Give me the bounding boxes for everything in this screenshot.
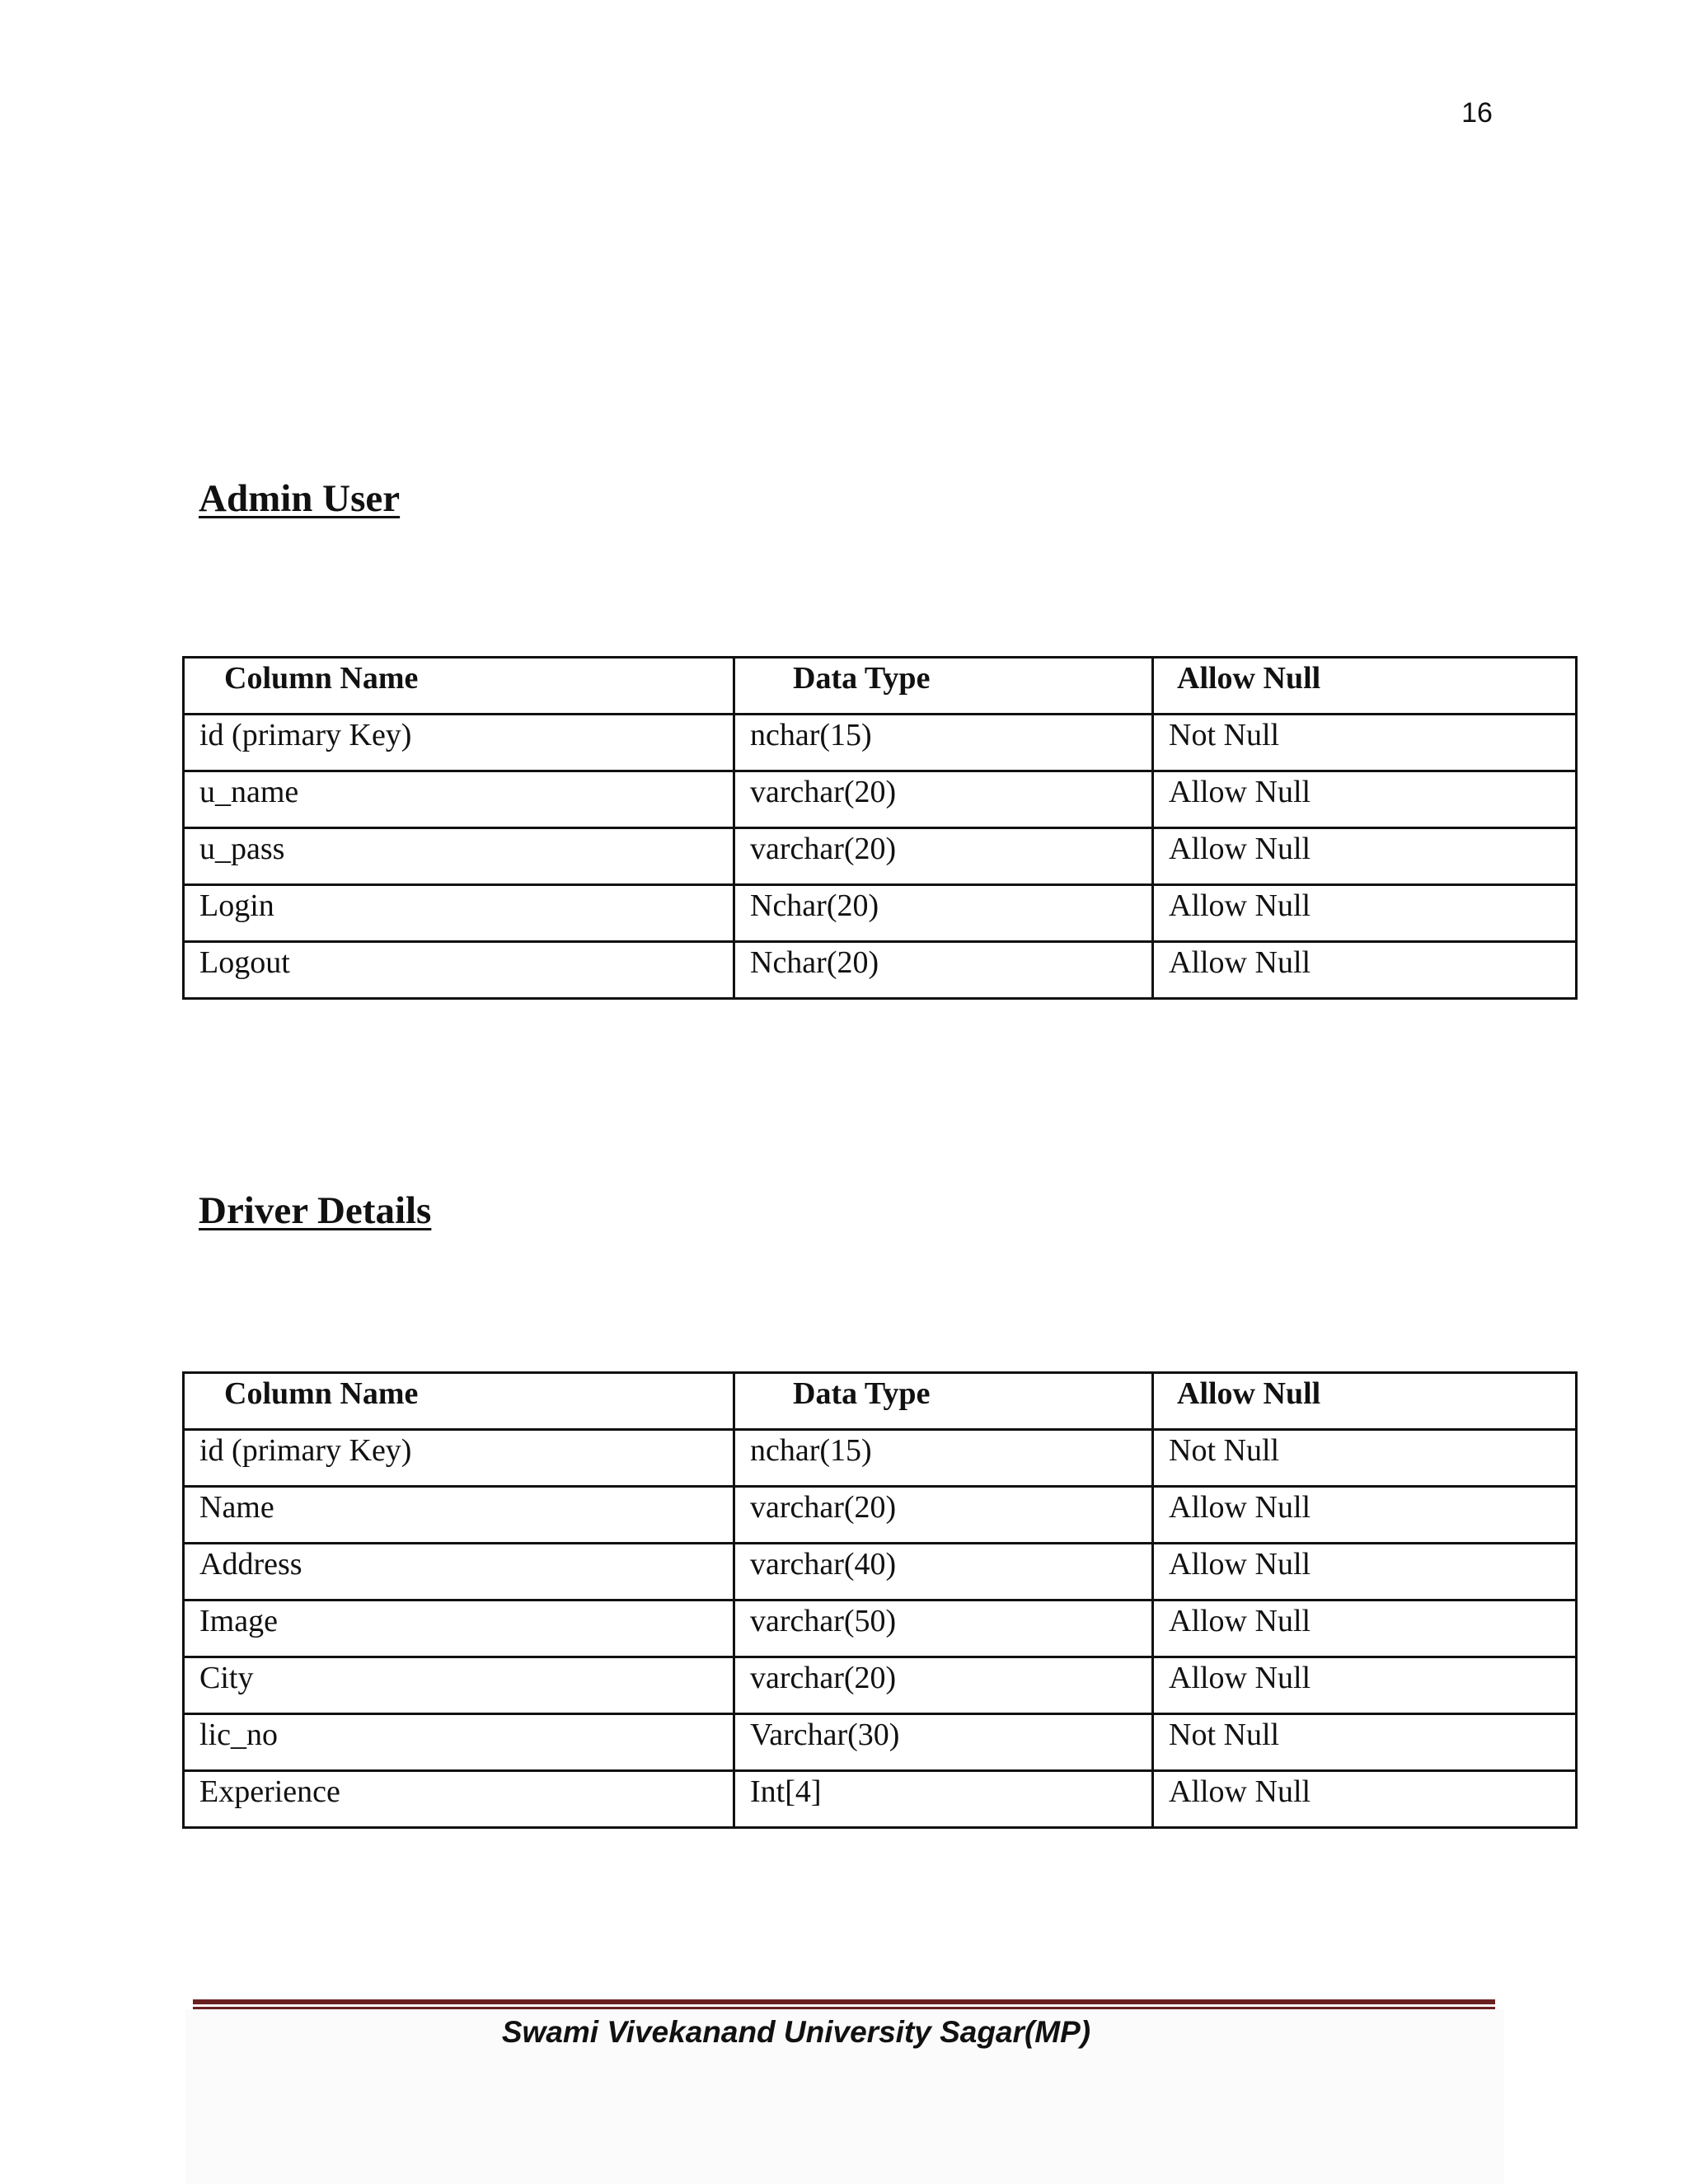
cell-allow-null: Not Null (1153, 1430, 1577, 1487)
cell-data-type: varchar(50) (734, 1601, 1153, 1657)
table-header-row (184, 1373, 1577, 1430)
cell-data-type: nchar(15) (734, 715, 1153, 771)
cell-data-type: varchar(20) (734, 1657, 1153, 1714)
table-row (184, 1714, 1577, 1771)
cell-column-name: Login (184, 885, 734, 942)
table-row (184, 885, 1577, 942)
cell-data-type: nchar(15) (734, 1430, 1153, 1487)
cell-allow-null: Allow Null (1153, 1544, 1577, 1601)
cell-data-type: varchar(20) (734, 828, 1153, 885)
cell-column-name: id (primary Key) (184, 1430, 734, 1487)
cell-allow-null: Not Null (1153, 1714, 1577, 1771)
cell-allow-null: Not Null (1153, 715, 1577, 771)
table-row (184, 1657, 1577, 1714)
driver-details-heading: Driver Details (199, 1189, 432, 1232)
cell-allow-null: Allow Null (1153, 885, 1577, 942)
cell-allow-null: Allow Null (1153, 1487, 1577, 1544)
table-row (184, 828, 1577, 885)
table-row (184, 942, 1577, 999)
cell-allow-null: Allow Null (1153, 1771, 1577, 1828)
cell-column-name: id (primary Key) (184, 715, 734, 771)
footer-rule (193, 1999, 1495, 2009)
cell-data-type: Nchar(20) (734, 942, 1153, 999)
column-header-null: Allow Null (1153, 1373, 1577, 1430)
cell-column-name: u_name (184, 771, 734, 828)
cell-allow-null: Allow Null (1153, 828, 1577, 885)
column-header-name: Column Name (184, 658, 734, 715)
cell-allow-null: Allow Null (1153, 1657, 1577, 1714)
table-header-row (184, 658, 1577, 715)
table-row (184, 1771, 1577, 1828)
driver-details-table (182, 1371, 1578, 1829)
column-header-name: Column Name (184, 1373, 734, 1430)
cell-data-type: Int[4] (734, 1771, 1153, 1828)
cell-column-name: Name (184, 1487, 734, 1544)
cell-column-name: Logout (184, 942, 734, 999)
cell-column-name: u_pass (184, 828, 734, 885)
admin-user-table (182, 656, 1578, 1000)
cell-column-name: Image (184, 1601, 734, 1657)
cell-column-name: Address (184, 1544, 734, 1601)
cell-data-type: varchar(20) (734, 771, 1153, 828)
cell-column-name: lic_no (184, 1714, 734, 1771)
cell-column-name: Experience (184, 1771, 734, 1828)
column-header-type: Data Type (734, 658, 1153, 715)
table-row (184, 1430, 1577, 1487)
footer-university-name: Swami Vivekanand University Sagar(MP) (501, 2015, 1091, 2049)
page-number: 16 (1461, 97, 1493, 129)
cell-data-type: varchar(40) (734, 1544, 1153, 1601)
table-row (184, 715, 1577, 771)
table-row (184, 1601, 1577, 1657)
cell-allow-null: Allow Null (1153, 1601, 1577, 1657)
cell-column-name: City (184, 1657, 734, 1714)
column-header-type: Data Type (734, 1373, 1153, 1430)
column-header-null: Allow Null (1153, 658, 1577, 715)
table-row (184, 1487, 1577, 1544)
cell-data-type: Nchar(20) (734, 885, 1153, 942)
admin-user-heading: Admin User (199, 477, 401, 520)
table-row (184, 1544, 1577, 1601)
cell-allow-null: Allow Null (1153, 771, 1577, 828)
cell-allow-null: Allow Null (1153, 942, 1577, 999)
cell-data-type: Varchar(30) (734, 1714, 1153, 1771)
table-row (184, 771, 1577, 828)
cell-data-type: varchar(20) (734, 1487, 1153, 1544)
